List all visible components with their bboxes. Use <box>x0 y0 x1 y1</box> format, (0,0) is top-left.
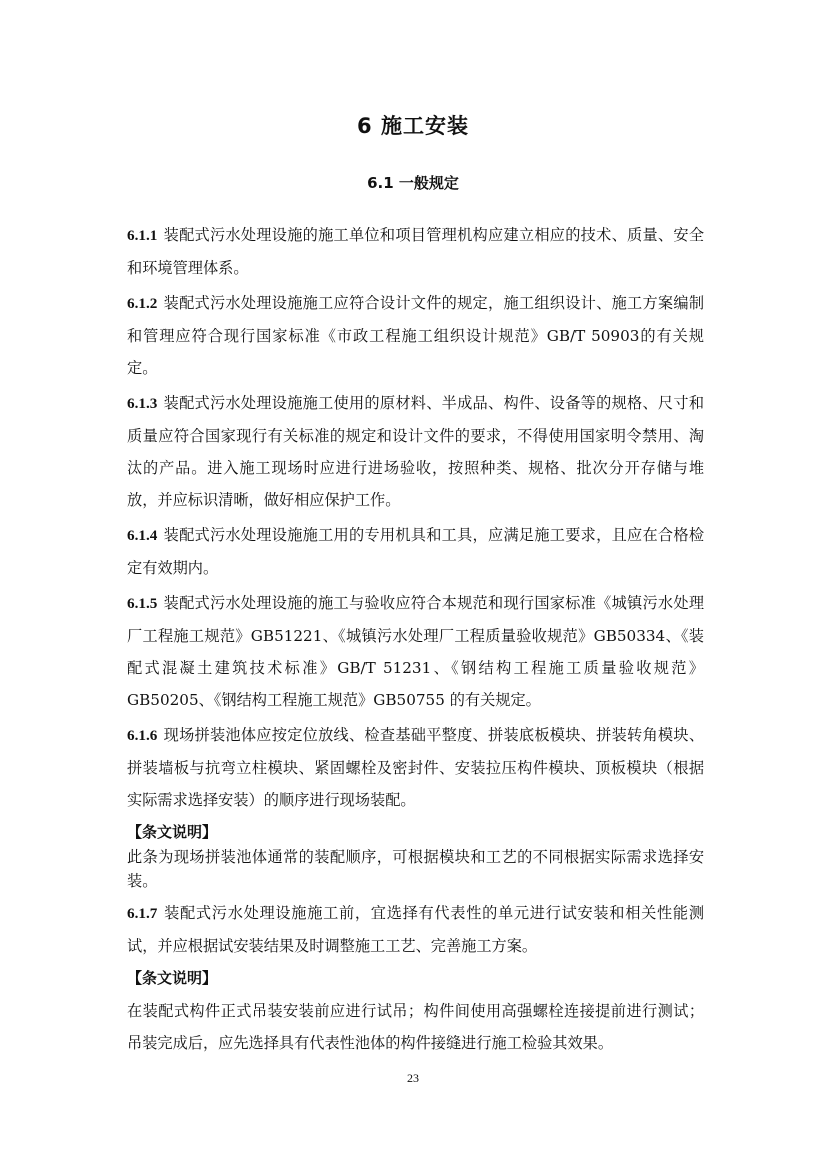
clause-6-1-1 <box>127 219 704 284</box>
page-number: 23 <box>407 1071 419 1085</box>
note-heading: 【条文说明】 <box>127 969 218 987</box>
clause-number: 6.1.7 <box>127 905 158 922</box>
clause-text: 装配式污水处理设施的施工单位和项目管理机构应建立相应的技术、质量、安全和环境管理体系。 <box>127 226 704 277</box>
clause-number: 6.1.3 <box>127 395 158 412</box>
clause-number: 6.1.4 <box>127 527 158 544</box>
clause-6-1-6 <box>127 719 704 816</box>
clause-number: 6.1.2 <box>127 295 158 312</box>
clause-text: 装配式污水处理设施施工前，宜选择有代表性的单元进行试安装和相关性能测试，并应根据试安装结果及时调整施工工艺、完善施工方案。 <box>127 904 704 955</box>
section-title: 6.1 一般规定 <box>367 174 459 192</box>
note-text: 在装配式构件正式吊装安装前应进行试吊；构件间使用高强螺栓连接提前进行测试；吊装完成后，应先选择具有代表性池体的构件接缝进行施工检验其效果。 <box>127 1002 704 1052</box>
body-content <box>127 219 704 1063</box>
clause-6-1-2 <box>127 287 704 384</box>
clause-6-1-4 <box>127 519 704 584</box>
note-text: 此条为现场拼装池体通常的装配顺序，可根据模块和工艺的不同根据实际需求选择安装。 <box>127 848 704 890</box>
clause-number: 6.1.6 <box>127 727 158 744</box>
clause-6-1-3 <box>127 387 704 516</box>
clause-number: 6.1.5 <box>127 595 158 612</box>
clause-text: 装配式污水处理设施施工使用的原材料、半成品、构件、设备等的规格、尺寸和质量应符合国家现行有关标准的规定和设计文件的要求，不得使用国家明令禁用、淘汰的产品。进入施工现场时应进行进场验收，按照种类、规格、批次分开存储与堆放，并应标识清晰，做好相应保护工作。 <box>127 394 704 509</box>
chapter-title: 6 施工安装 <box>357 114 469 138</box>
note-heading: 【条文说明】 <box>127 823 218 841</box>
clause-text: 装配式污水处理设施的施工与验收应符合本规范和现行国家标准《城镇污水处理厂工程施工规范》GB51221、《城镇污水处理厂工程质量验收规范》GB50334、《装配式混凝土建筑技术标准》GB/T 51231、《钢结构工程施工质量验收规范》GB50205、《钢结构工程施工规范》GB50755 的有关规定。 <box>127 594 704 709</box>
clause-6-1-7 <box>127 897 704 962</box>
clause-text: 现场拼装池体应按定位放线、检查基础平整度、拼装底板模块、拼装转角模块、拼装墙板与抗弯立柱模块、紧固螺栓及密封件、安装拉压构件模块、顶板模块（根据实际需求选择安装）的顺序进行现场装配。 <box>127 726 704 809</box>
clause-text: 装配式污水处理设施施工应符合设计文件的规定，施工组织设计、施工方案编制和管理应符合现行国家标准《市政工程施工组织设计规范》GB/T 50903的有关规定。 <box>127 294 704 377</box>
clause-number: 6.1.1 <box>127 227 158 244</box>
clause-6-1-5 <box>127 587 704 716</box>
clause-text: 装配式污水处理设施施工用的专用机具和工具，应满足施工要求，且应在合格检定有效期内。 <box>127 526 704 577</box>
